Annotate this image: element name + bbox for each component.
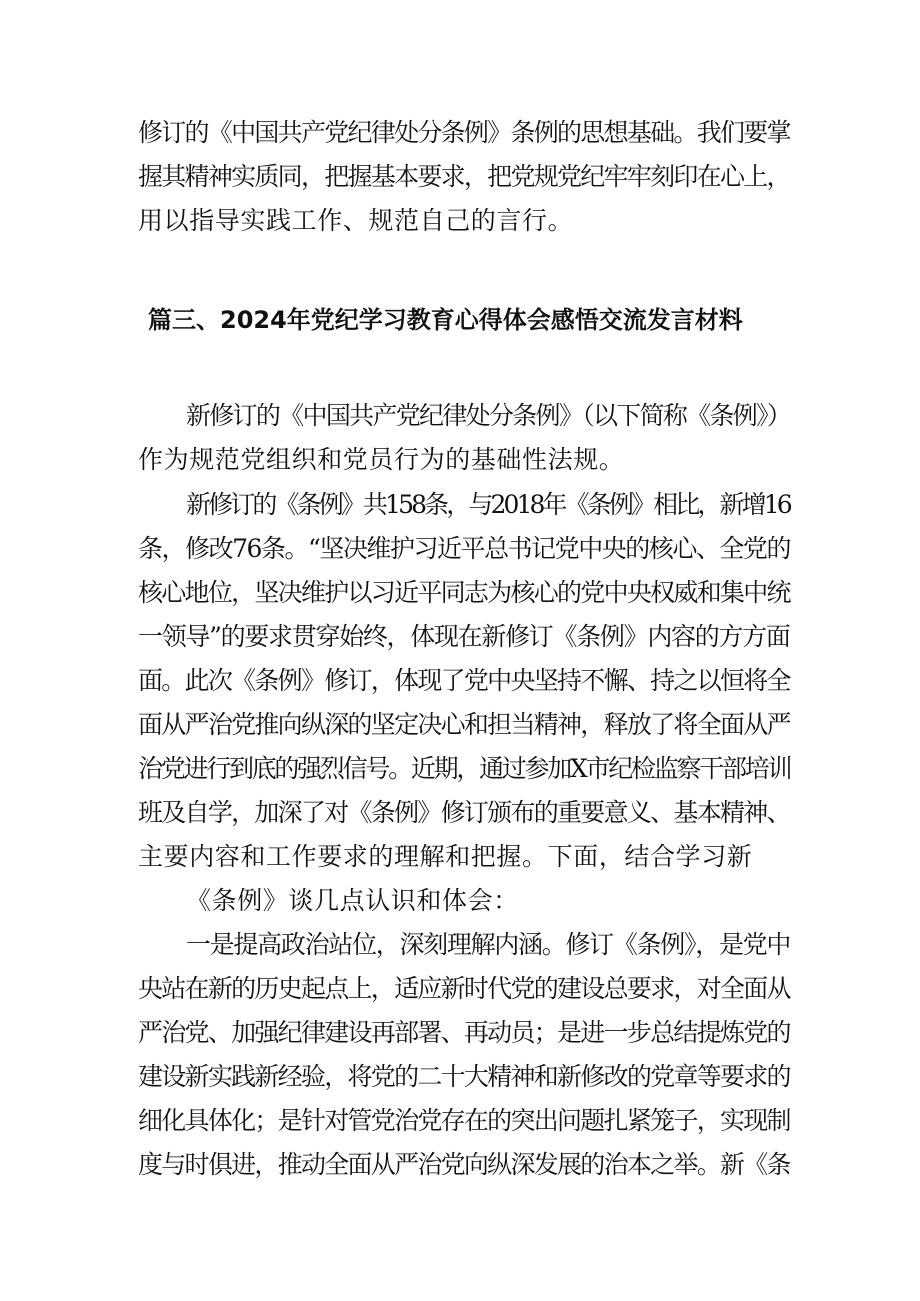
paragraph-line: 主要内容和工作要求的理解和把握。下面，结合学习新 [138, 842, 753, 871]
paragraph-line: 条，修改76条。“坚决维护习近平总书记党中央的核心、全党的 [138, 534, 790, 563]
intro-line: 握其精神实质同，把握基本要求，把党规党纪牢牢刻印在心上， [138, 162, 790, 191]
paragraph-line: 《条例》谈几点认识和体会： [186, 886, 519, 915]
paragraph-line: 作为规范党组织和党员行为的基础性法规。 [138, 445, 625, 474]
paragraph-line: 新修订的《中国共产党纪律处分条例》（以下简称《条例》） [186, 401, 791, 430]
paragraph-line: 细化具体化；是针对管党治党存在的突出问题扎紧笼子，实现制 [138, 1106, 790, 1135]
paragraph-line: 新修订的《条例》共158条，与2018年《条例》相比，新增16 [186, 490, 790, 519]
paragraph-line: 建设新实践新经验，将党的二十大精神和新修改的党章等要求的 [138, 1062, 790, 1091]
paragraph-line: 一领导”的要求贯穿始终，体现在新修订《条例》内容的方方面 [138, 622, 790, 651]
paragraph-line: 班及自学，加深了对《条例》修订颁布的重要意义、基本精神、 [138, 798, 790, 827]
paragraph-line: 治党进行到底的强烈信号。近期，通过参加X市纪检监察干部培训 [138, 754, 791, 783]
paragraph-line: 央站在新的历史起点上，适应新时代党的建设总要求，对全面从 [138, 974, 790, 1003]
intro-line: 修订的《中国共产党纪律处分条例》条例的思想基础。我们要掌 [138, 118, 790, 147]
paragraph-line: 面从严治党推向纵深的坚定决心和担当精神，释放了将全面从严 [138, 710, 790, 739]
paragraph-line: 面。此次《条例》修订，体现了党中央坚持不懈、持之以恒将全 [138, 666, 790, 695]
paragraph-line: 一是提高政治站位，深刻理解内涵。修订《条例》，是党中 [186, 930, 791, 959]
section-heading: 篇三、2024年党纪学习教育心得体会感悟交流发言材料 [148, 306, 743, 334]
paragraph-line: 度与时俱进，推动全面从严治党向纵深发展的治本之举。新《条 [138, 1150, 790, 1179]
paragraph-line: 核心地位，坚决维护以习近平同志为核心的党中央权威和集中统 [138, 578, 790, 607]
paragraph-line: 严治党、加强纪律建设再部署、再动员；是进一步总结提炼党的 [138, 1018, 790, 1047]
intro-line: 用以指导实践工作、规范自己的言行。 [138, 206, 574, 235]
